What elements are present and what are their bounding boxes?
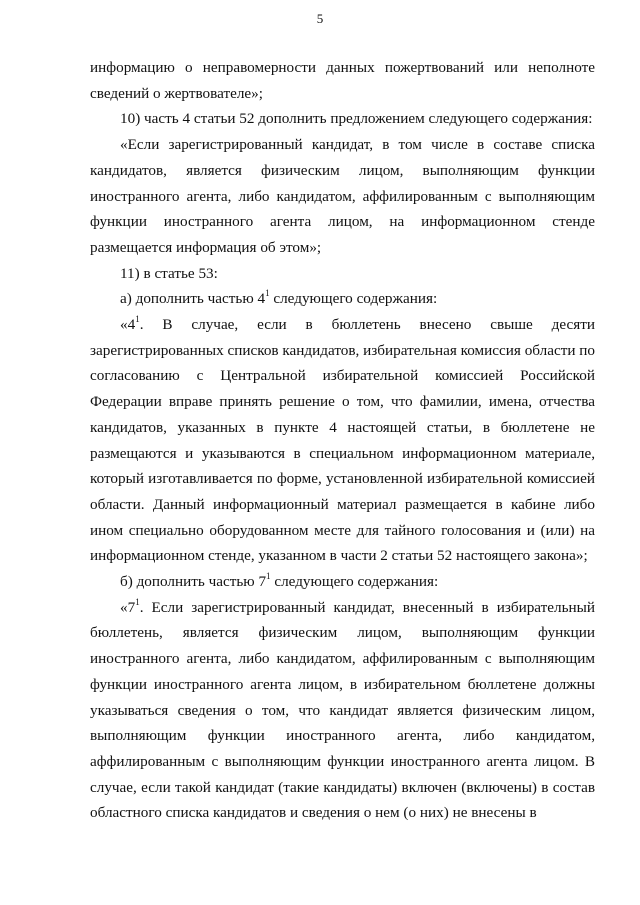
paragraph-part-4-1: [90, 312, 595, 569]
superscript: 1: [266, 571, 271, 581]
text-segment: а) дополнить частью 4: [120, 290, 266, 308]
text-segment: следующего содержания:: [269, 290, 438, 308]
paragraph-item-11: 11) в статье 53:: [120, 264, 218, 282]
text-segment: «4: [120, 316, 136, 334]
superscript: 1: [135, 313, 140, 324]
document-body: [90, 55, 595, 826]
text-segment: б) дополнить частью 7: [120, 573, 267, 591]
paragraph-part-7-1: [90, 595, 595, 826]
paragraph-subitem-b: [90, 569, 595, 595]
text-segment: . В случае, если в бюллетень внесено свыше десяти зарегистрированных списков кандидатов, избирательная комиссия области по согласованию с Центральной избирательной комиссией Российской Федерации вправе принять решение о том, что фамилии, имена, отчества кандидатов, указанных в пункте 4 настоящей статьи, в бюллетене не размещаются и указываются в специальном информационном материале, который изготавливается по форме, установленной избирательной комиссией области. Данный информационный материал размещается в кабине либо ином специально оборудованном месте для тайного голосования и (или) на информационном стенде, указанном в части 2 статьи 52 настоящего закона»;: [90, 316, 595, 565]
text-segment: . Если зарегистрированный кандидат, внесенный в избирательный бюллетень, является физическим лицом, выполняющим функции иностранного агента, либо кандидатом, аффилированным с выполняющим функции иностранного агента лицом, в избирательном бюллетене должны указываться сведения о том, что кандидат является физическим лицом, выполняющим функции иностранного агента, либо кандидатом, аффилированным с выполняющим функции иностранного агента лицом. В случае, если такой кандидат (такие кандидаты) включен (включены) в состав областного списка кандидатов и сведения о нем (о них) не внесены в: [90, 598, 595, 822]
paragraph-continuation: информацию о неправомерности данных пожертвований или неполноте сведений о жертвователе»;: [90, 59, 595, 102]
page-number: 5: [316, 11, 324, 26]
paragraph-quote-info-stand: «Если зарегистрированный кандидат, в том числе в составе списка кандидатов, является физическим лицом, выполняющим функции иностранного агента, либо кандидатом, аффилированным с выполняющим функции иностранного агента лицом, на информационном стенде размещается информация об этом»;: [90, 136, 595, 256]
paragraph-item-10: 10) часть 4 статьи 52 дополнить предложением следующего содержания:: [120, 110, 593, 128]
text-segment: следующего содержания:: [270, 573, 439, 591]
superscript: 1: [135, 596, 140, 607]
paragraph-subitem-a: [90, 286, 595, 312]
superscript: 1: [265, 288, 270, 299]
text-segment: «7: [120, 598, 136, 616]
